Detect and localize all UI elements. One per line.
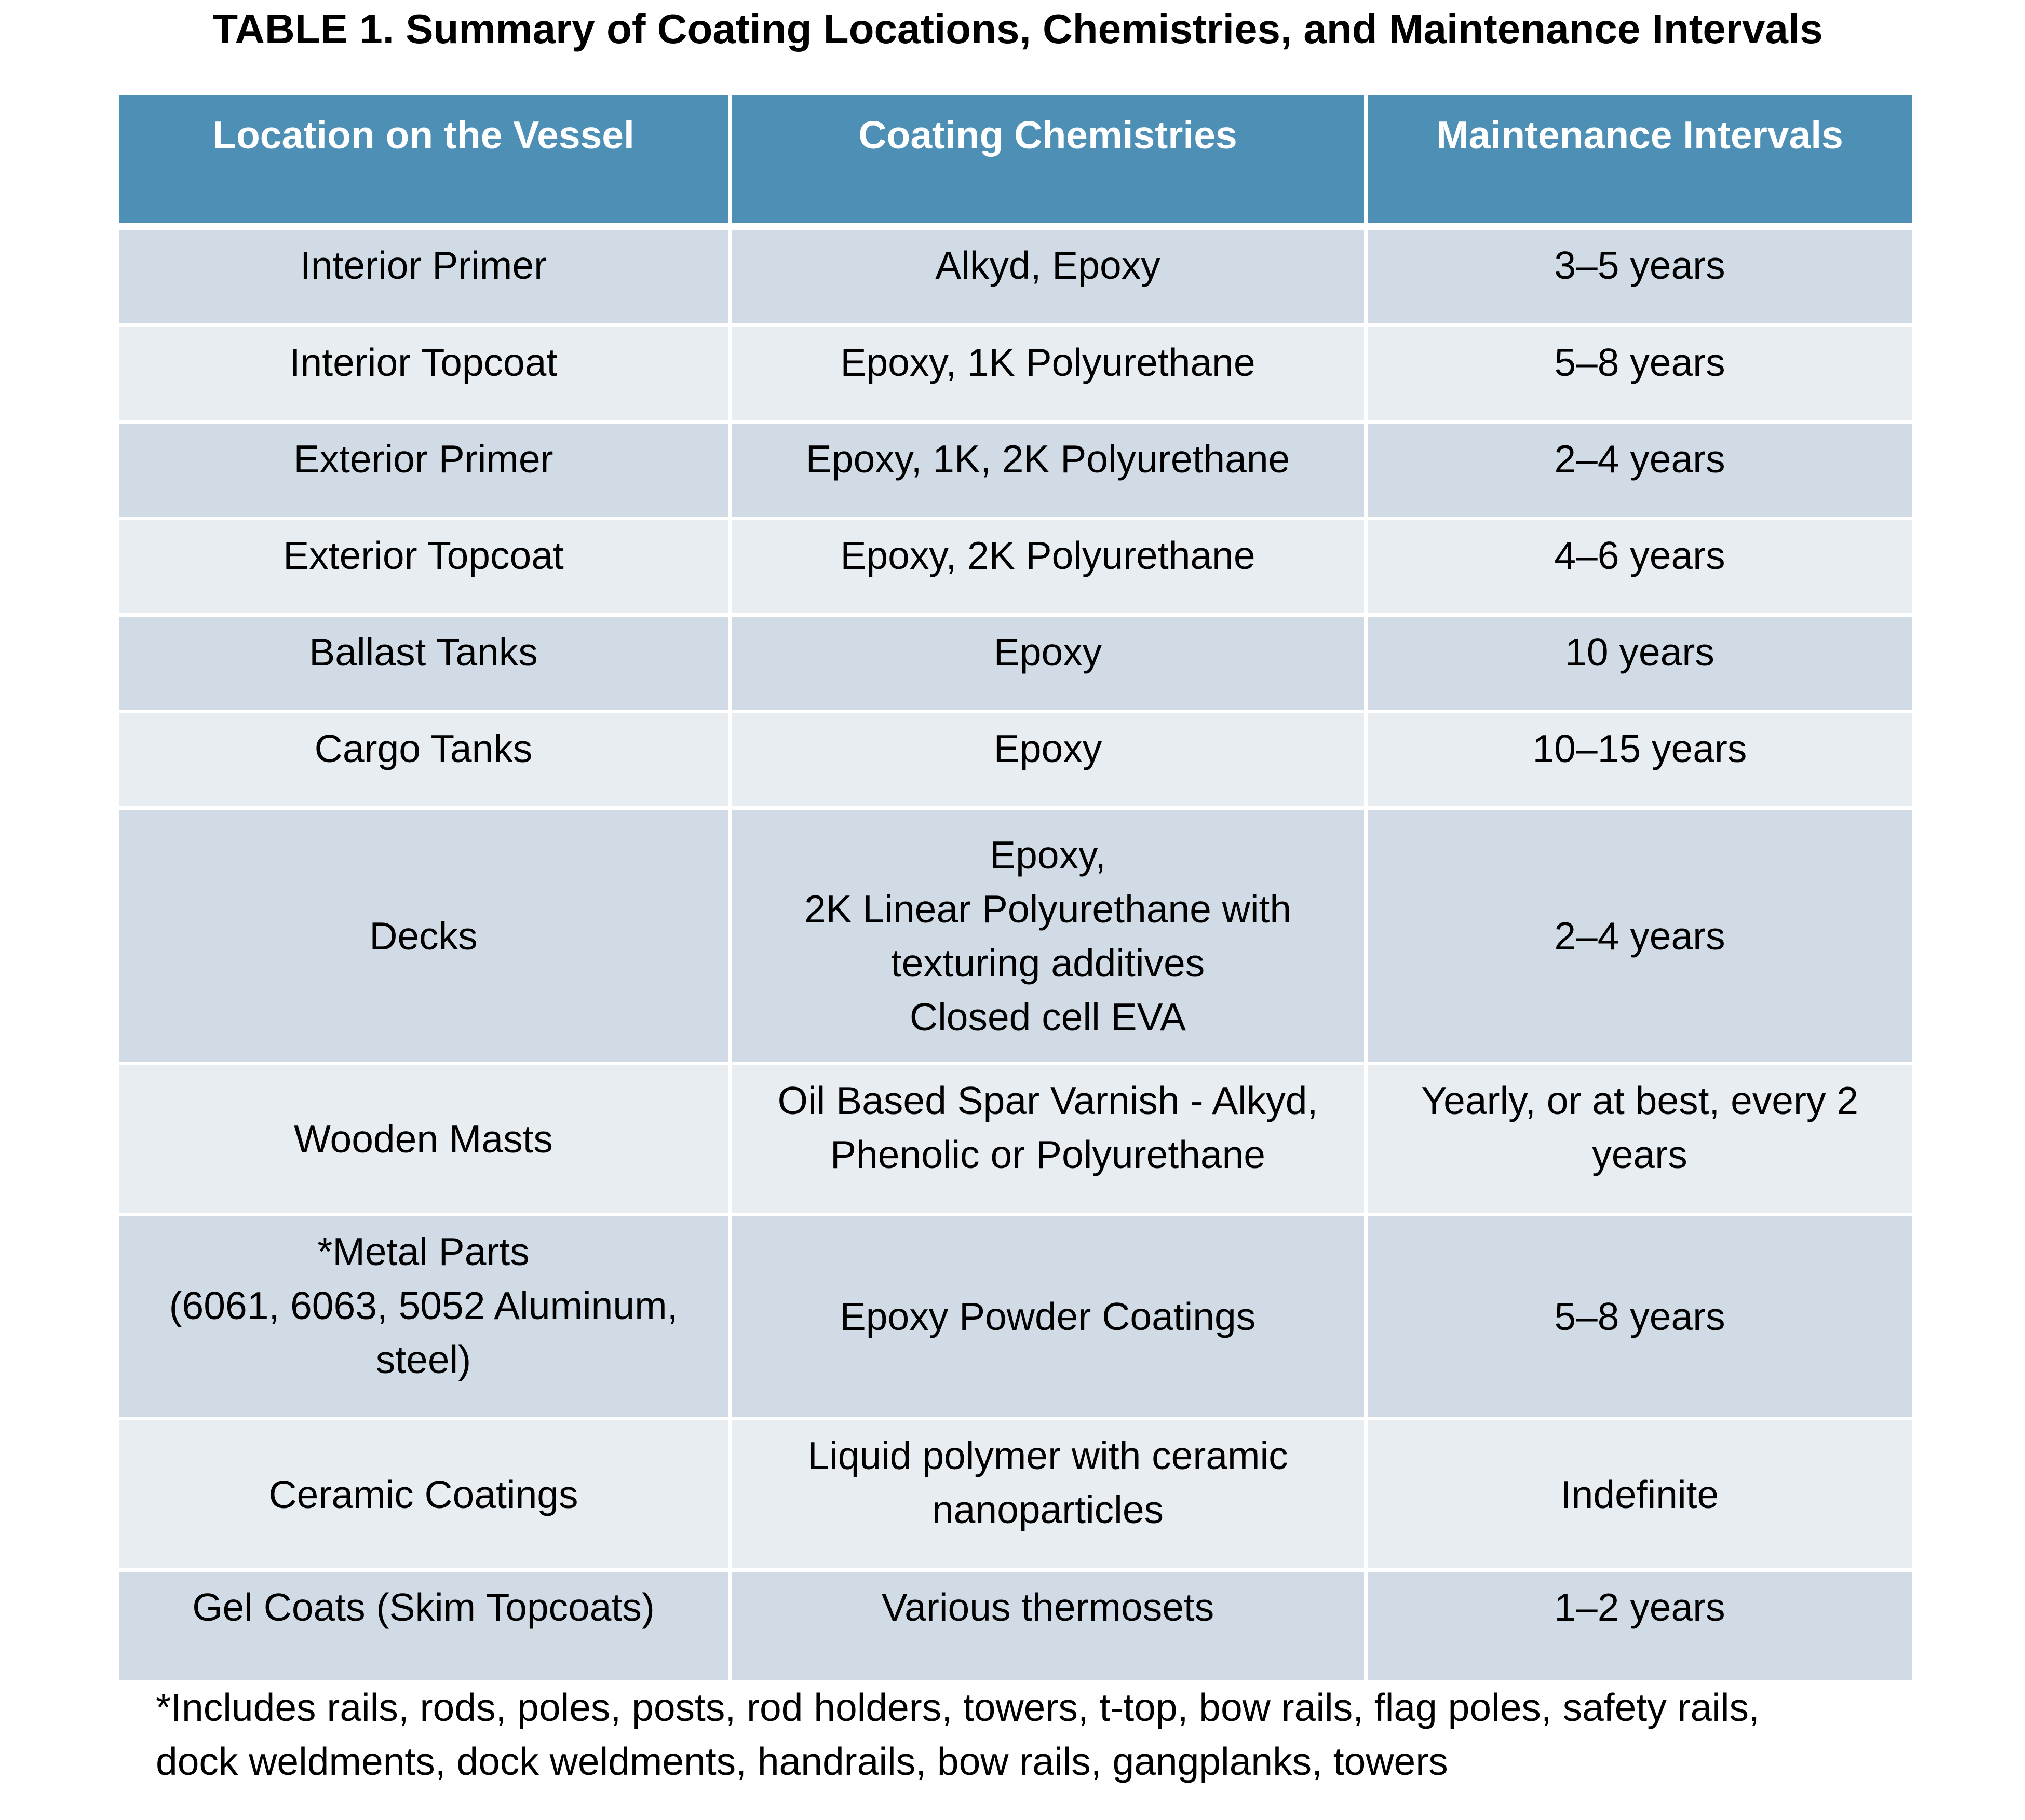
interval-line: years <box>1592 1133 1688 1176</box>
footnote-line: *Includes rails, rods, poles, posts, rod holders, towers, t-top, bow rails, flag poles, safety rails, <box>156 1686 1760 1729</box>
location-cell <box>119 1216 732 1420</box>
chemistries-line: Oil Based Spar Varnish - Alkyd, <box>777 1079 1318 1122</box>
chemistries-line: texturing additives <box>890 941 1205 985</box>
coating-summary-table <box>119 95 1912 1680</box>
column-header-chemistries: Coating Chemistries <box>732 95 1368 230</box>
interval-line: 5–8 years <box>1554 1295 1725 1338</box>
location-cell: Exterior Topcoat <box>119 520 732 617</box>
location-cell: Ballast Tanks <box>119 617 732 713</box>
interval-cell <box>1368 424 1912 520</box>
interval-cell <box>1368 713 1912 810</box>
chemistries-line: nanoparticles <box>932 1488 1164 1531</box>
table-row <box>119 713 1912 810</box>
location-cell: Ceramic Coatings <box>119 1420 732 1572</box>
column-header-intervals: Maintenance Intervals <box>1368 95 1912 230</box>
location-cell: Wooden Masts <box>119 1065 732 1216</box>
table-row <box>119 1065 1912 1216</box>
location-cell: Decks <box>119 810 732 1065</box>
table-title: TABLE 1. Summary of Coating Locations, Chemistries, and Maintenance Intervals <box>212 6 1823 52</box>
chemistries-cell <box>732 1216 1368 1420</box>
chemistries-cell <box>732 230 1368 327</box>
location-cell: Cargo Tanks <box>119 713 732 810</box>
chemistries-line: Epoxy, <box>990 833 1106 877</box>
chemistries-cell <box>732 1065 1368 1216</box>
interval-cell <box>1368 1572 1912 1680</box>
table-row <box>119 424 1912 520</box>
location-line: (6061, 6063, 5052 Aluminum, <box>169 1284 678 1327</box>
chemistries-cell <box>732 1572 1368 1680</box>
chemistries-line: Alkyd, Epoxy <box>935 243 1160 287</box>
interval-line: 3–5 years <box>1554 243 1725 287</box>
location-line: *Metal Parts <box>317 1230 530 1273</box>
interval-cell <box>1368 230 1912 327</box>
chemistries-cell <box>732 520 1368 617</box>
interval-line: 1–2 years <box>1554 1585 1725 1629</box>
chemistries-line: Closed cell EVA <box>909 995 1186 1039</box>
table-row <box>119 810 1912 1065</box>
interval-cell <box>1368 1216 1912 1420</box>
table-row <box>119 1216 1912 1420</box>
chemistries-cell <box>732 1420 1368 1572</box>
interval-cell <box>1368 617 1912 713</box>
location-cell: Interior Primer <box>119 230 732 327</box>
chemistries-line: Various thermosets <box>881 1585 1214 1629</box>
location-cell: Gel Coats (Skim Topcoats) <box>119 1572 732 1680</box>
chemistries-line: Liquid polymer with ceramic <box>807 1434 1288 1477</box>
location-cell: Interior Topcoat <box>119 327 732 424</box>
interval-line: Yearly, or at best, every 2 <box>1421 1079 1859 1122</box>
interval-line: 2–4 years <box>1554 437 1725 481</box>
interval-cell <box>1368 327 1912 424</box>
chemistries-line: Epoxy, 2K Polyurethane <box>840 534 1256 577</box>
interval-line: 10 years <box>1565 630 1715 674</box>
table-row <box>119 230 1912 327</box>
footnote-line: dock weldments, dock weldments, handrails, bow rails, gangplanks, towers <box>156 1740 1448 1783</box>
table-footnote <box>156 1680 2004 1788</box>
interval-cell <box>1368 1065 1912 1216</box>
header-row <box>119 95 1912 230</box>
chemistries-line: Phenolic or Polyurethane <box>830 1133 1266 1176</box>
chemistries-line: 2K Linear Polyurethane with <box>804 887 1292 931</box>
interval-line: 2–4 years <box>1554 914 1725 958</box>
interval-line: 5–8 years <box>1554 341 1725 384</box>
chemistries-line: Epoxy, 1K, 2K Polyurethane <box>805 437 1290 481</box>
interval-cell <box>1368 810 1912 1065</box>
location-line: steel) <box>375 1338 471 1381</box>
chemistries-cell <box>732 810 1368 1065</box>
chemistries-line: Epoxy Powder Coatings <box>840 1295 1256 1338</box>
chemistries-cell <box>732 617 1368 713</box>
table-row <box>119 617 1912 713</box>
interval-line: 4–6 years <box>1554 534 1725 577</box>
chemistries-cell <box>732 713 1368 810</box>
chemistries-line: Epoxy <box>993 630 1102 674</box>
table-row <box>119 327 1912 424</box>
table-row <box>119 1420 1912 1572</box>
chemistries-line: Epoxy, 1K Polyurethane <box>840 341 1256 384</box>
chemistries-cell <box>732 424 1368 520</box>
table-row <box>119 520 1912 617</box>
chemistries-line: Epoxy <box>993 727 1102 770</box>
interval-line: Indefinite <box>1560 1472 1719 1516</box>
chemistries-cell <box>732 327 1368 424</box>
location-cell: Exterior Primer <box>119 424 732 520</box>
interval-line: 10–15 years <box>1532 727 1747 770</box>
table-row <box>119 1572 1912 1680</box>
interval-cell <box>1368 520 1912 617</box>
column-header-location: Location on the Vessel <box>119 95 732 230</box>
interval-cell <box>1368 1420 1912 1572</box>
